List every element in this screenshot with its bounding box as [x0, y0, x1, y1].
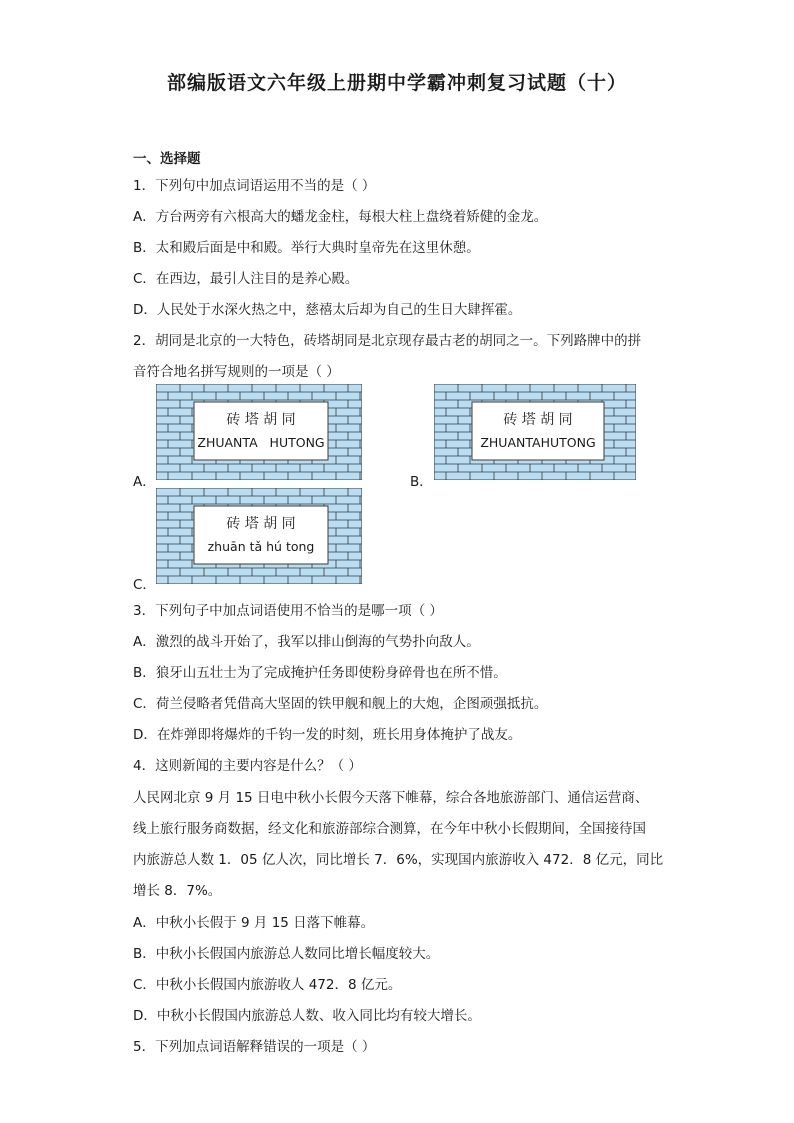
section-heading: 一、选择题 [133, 151, 201, 167]
q4-passage-line3: 内旅游总人数 1．05 亿人次，同比增长 7．6%，实现国内旅游收入 472．8 亿元，同比 [133, 852, 664, 868]
q1-option-c: C．在西边，最引人注目的是养心殿。 [133, 271, 359, 287]
q1-option-a: A．方台两旁有六根高大的蟠龙金柱，每根大柱上盘绕着矫健的金龙。 [133, 209, 548, 225]
q4-passage-line2: 线上旅行服务商数据，经文化和旅游部综合测算，在今年中秋小长假期间，全国接待国 [133, 821, 646, 837]
sign-c-chinese: 砖 塔 胡 同 [226, 516, 296, 532]
sign-a-pinyin: ZHUANTA HUTONG [197, 435, 325, 450]
sign-c-pinyin: zhuān tǎ hú tong [207, 539, 315, 554]
street-sign-a [156, 384, 362, 480]
q2-stem-line2: 音符合地名拼写规则的一项是（ ） [133, 364, 340, 380]
brick-wall-a [156, 384, 362, 480]
q2-option-b-label: B． [410, 474, 433, 490]
q4-option-a: A．中秋小长假于 9 月 15 日落下帷幕。 [133, 915, 375, 931]
sign-a-chinese: 砖 塔 胡 同 [226, 412, 296, 428]
q1-option-d: D．人民处于水深火热之中，慈禧太后却为自己的生日大肆挥霍。 [133, 302, 522, 318]
q4-passage-line4: 增长 8．7%。 [133, 883, 222, 899]
q3-option-c: C．荷兰侵略者凭借高大坚固的铁甲舰和舰上的大炮，企图顽强抵抗。 [133, 696, 548, 712]
q2-option-a-label: A． [133, 474, 156, 490]
sign-b-chinese: 砖 塔 胡 同 [503, 412, 573, 428]
q3-stem: 3．下列句子中加点词语使用不恰当的是哪一项（ ） [133, 603, 443, 619]
q2-option-c-label: C． [133, 577, 156, 593]
street-sign-b [434, 384, 636, 480]
brick-wall-b [434, 384, 636, 480]
q3-option-a: A．激烈的战斗开始了，我军以排山倒海的气势扑向敌人。 [133, 634, 480, 650]
q4-passage-line1: 人民网北京 9 月 15 日电中秋小长假今天落下帷幕，综合各地旅游部门、通信运营商、 [133, 790, 649, 806]
q2-stem-line1: 2．胡同是北京的一大特色，砖塔胡同是北京现存最古老的胡同之一。下列路牌中的拼 [133, 333, 642, 349]
q5-stem: 5．下列加点词语解释错误的一项是（ ） [133, 1039, 376, 1055]
q4-option-c: C．中秋小长假国内旅游收人 472．8 亿元。 [133, 977, 402, 993]
q3-option-d: D．在炸弹即将爆炸的千钧一发的时刻，班长用身体掩护了战友。 [133, 727, 522, 743]
q4-option-b: B．中秋小长假国内旅游总人数同比增长幅度较大。 [133, 946, 440, 962]
q4-option-d: D．中秋小长假国内旅游总人数、收入同比均有较大增长。 [133, 1008, 481, 1024]
sign-b-pinyin: ZHUANTAHUTONG [480, 435, 596, 450]
q4-stem: 4．这则新闻的主要内容是什么？（ ） [133, 758, 362, 774]
brick-wall-c [156, 488, 362, 584]
q1-option-b: B．太和殿后面是中和殿。举行大典时皇帝先在这里休憩。 [133, 240, 480, 256]
q3-option-b: B．狼牙山五壮士为了完成掩护任务即使粉身碎骨也在所不惜。 [133, 665, 507, 681]
street-sign-c [156, 488, 362, 584]
q1-stem: 1．下列句中加点词语运用不当的是（ ） [133, 178, 376, 194]
page-title: 部编版语文六年级上册期中学霸冲刺复习试题（十） [166, 72, 627, 94]
